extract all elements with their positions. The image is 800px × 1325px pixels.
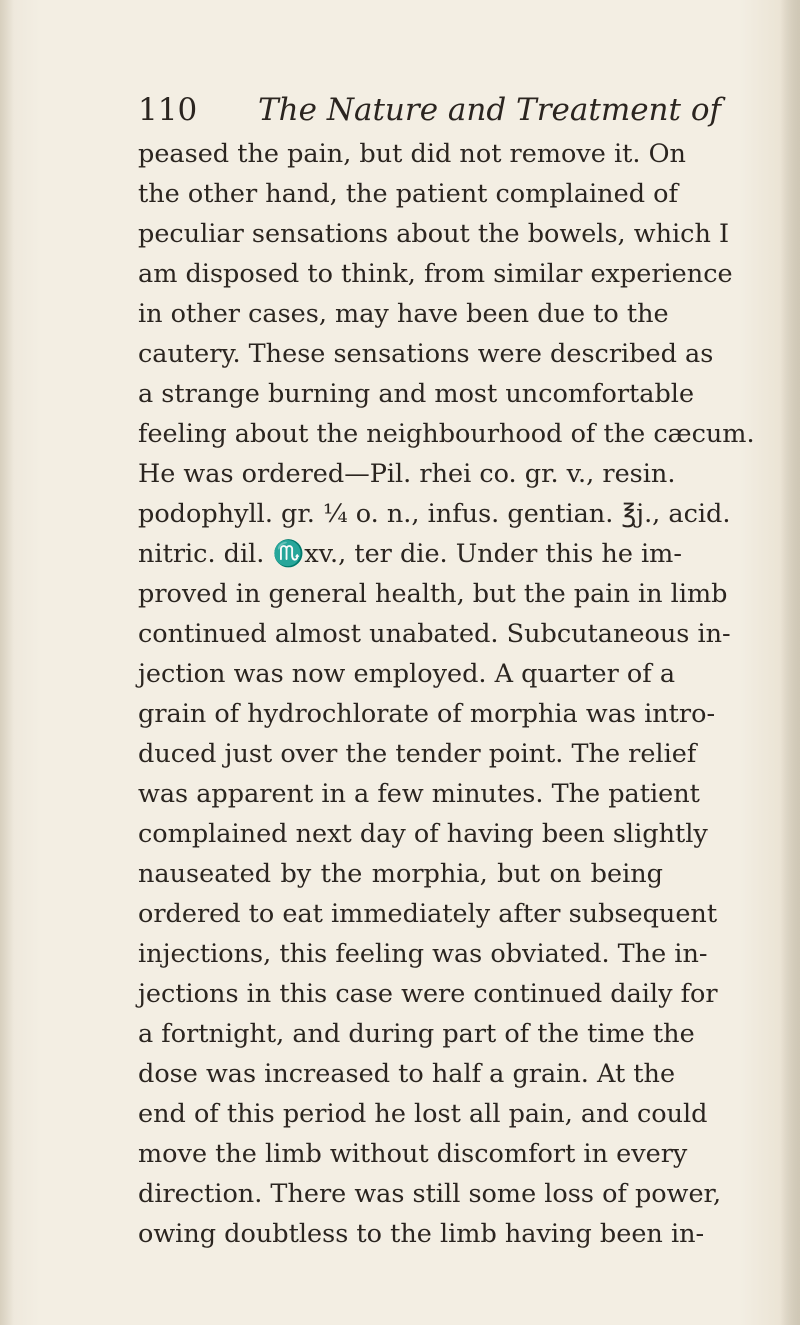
body-text [138,134,778,1284]
text-line: cautery. These sensations were described as [138,339,714,369]
text-line: jections in this case were continued daily for [138,979,718,1009]
text-line: dose was increased to half a grain. At the [138,1059,676,1089]
text-line: in other cases, may have been due to the [138,299,669,329]
text-line: move the limb without discomfort in every [138,1139,688,1169]
text-line: ordered to eat immediately after subsequent [138,899,718,929]
text-line: peased the pain, but did not remove it. On [138,139,686,169]
text-line: a strange burning and most uncomfortable [138,379,695,409]
text-line: peculiar sensations about the bowels, which I [138,219,730,249]
text-line: nauseated by the morphia, but on being [138,859,663,889]
text-line: was apparent in a few minutes. The patient [138,779,700,809]
text-line: grain of hydrochlorate of morphia was intro- [138,699,716,729]
text-line: jection was now employed. A quarter of a [138,659,676,689]
text-line: He was ordered—Pil. rhei co. gr. v., resin. [138,459,676,489]
text-line: feeling about the neighbourhood of the cæcum. [138,419,755,449]
text-line: owing doubtless to the limb having been in- [138,1219,705,1249]
text-line: proved in general health, but the pain in limb [138,579,728,609]
page-number: 110 [138,92,198,128]
page-header [138,90,738,130]
text-line: am disposed to think, from similar experience [138,259,733,289]
text-line: nitric. dil. ♏xv., ter die. Under this he im- [138,539,682,569]
text-line: end of this period he lost all pain, and could [138,1099,708,1129]
text-line: complained next day of having been slightly [138,819,708,849]
running-title: The Nature and Treatment of [258,92,721,128]
text-line: the other hand, the patient complained of [138,179,678,209]
page-right-edge [780,0,800,1325]
text-line: a fortnight, and during part of the time the [138,1019,695,1049]
text-line: injections, this feeling was obviated. The in- [138,939,708,969]
text-line: duced just over the tender point. The relief [138,739,697,769]
text-line: podophyll. gr. ¼ o. n., infus. gentian. ℥j., acid. [138,499,731,529]
page-left-shadow [0,0,14,1325]
text-line: direction. There was still some loss of power, [138,1179,722,1209]
text-line: continued almost unabated. Subcutaneous in- [138,619,731,649]
